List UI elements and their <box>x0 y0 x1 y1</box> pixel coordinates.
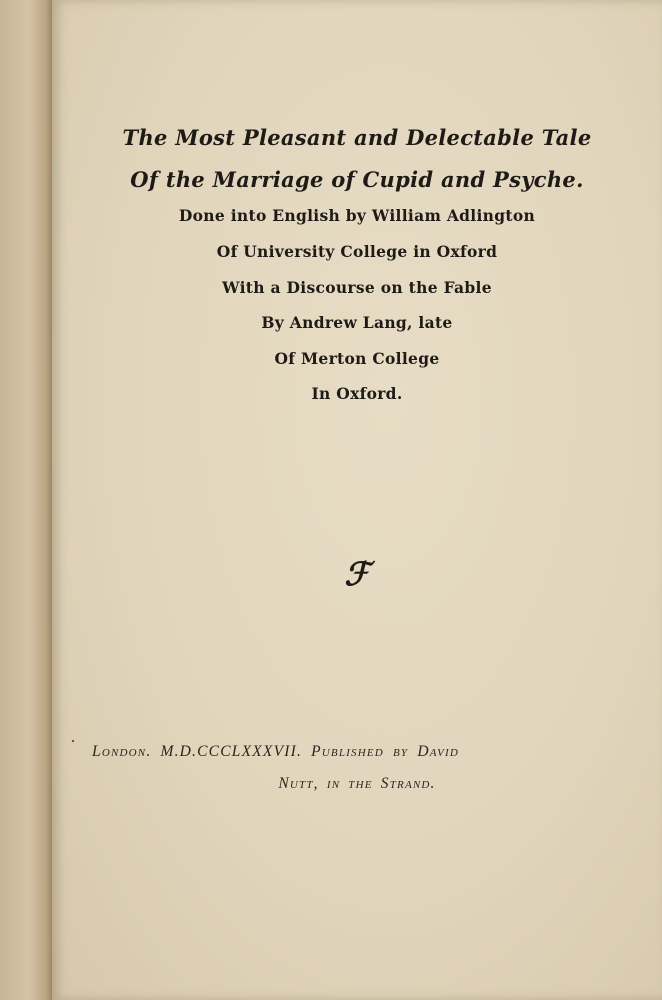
imprint-line-1: London. M.D.CCCLXXXVII. Published by David <box>92 743 460 760</box>
imprint-line-2: Nutt, in the Strand. <box>278 775 436 792</box>
discourse-line: With a Discourse on the Fable <box>222 277 492 297</box>
translator-college-line: Of University College in Oxford <box>216 242 498 261</box>
author-college-line: Of Merton College <box>274 348 440 368</box>
title-block <box>52 120 662 412</box>
title-line-1: The Most Pleasant and Delectable Tale <box>122 125 592 150</box>
title-page <box>52 0 662 1000</box>
paper-speck <box>72 740 74 742</box>
translator-line: Done into English by William Adlington <box>178 206 536 225</box>
title-line-2: Of the Marriage of Cupid and Psyche. <box>130 167 584 192</box>
book-gutter <box>0 0 52 1000</box>
author-university-line: In Oxford. <box>311 384 403 403</box>
author-line: By Andrew Lang, late <box>261 313 453 332</box>
printer-ornament-icon: ℱ <box>344 555 370 593</box>
